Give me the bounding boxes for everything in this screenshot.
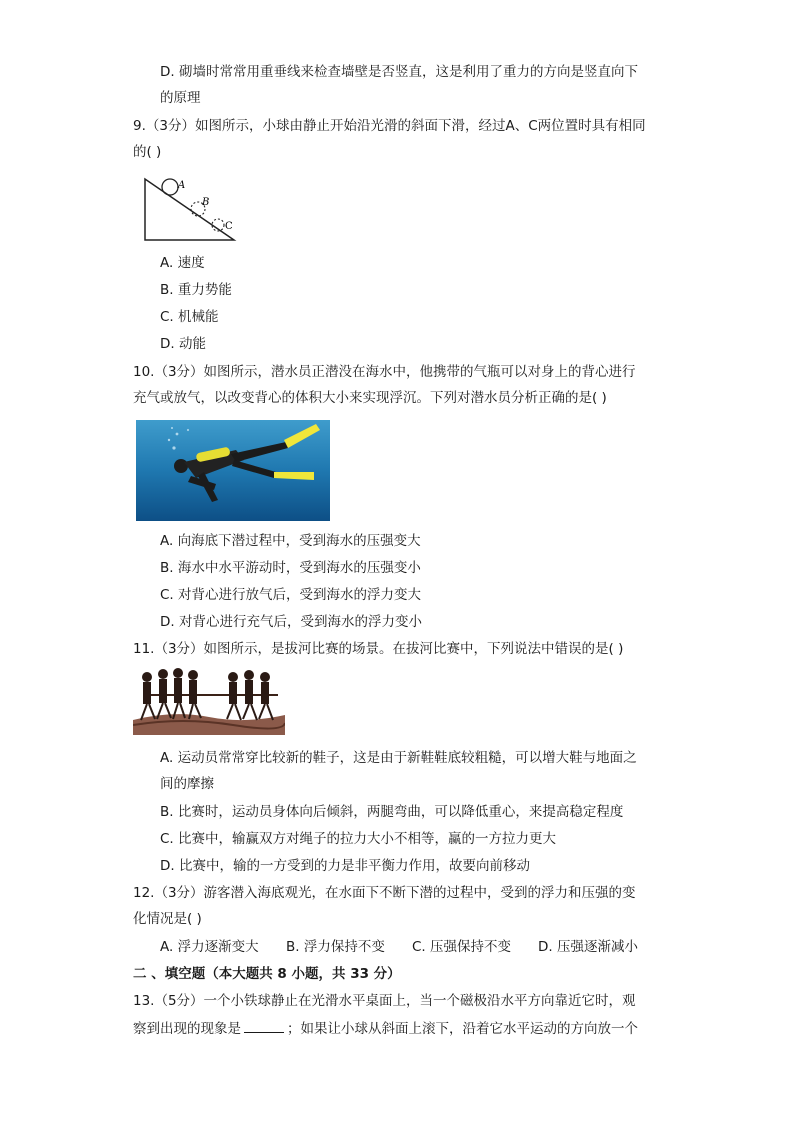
ball-a: [162, 179, 178, 195]
q11-option-b: B. 比赛时，运动员身体向后倾斜，两腿弯曲，可以降低重心，来提高稳定程度: [160, 804, 624, 820]
q11-option-d: D. 比赛中，输的一方受到的力是非平衡力作用，故要向前移动: [160, 858, 530, 874]
q9-option-d: D. 动能: [160, 336, 206, 352]
label-c: C: [225, 221, 233, 232]
q9-stem-line1: 9.（3分）如图所示，小球由静止开始沿光滑的斜面下滑，经过A、C两位置时具有相同: [133, 118, 646, 134]
section-heading: 二 、填空题（本大题共 8 小题，共 33 分）: [133, 966, 401, 982]
q12-option-b: B. 浮力保持不变: [286, 939, 385, 955]
q12-stem-line2: 化情况是( ): [133, 911, 202, 927]
q12-stem-line1: 12.（3分）游客潜入海底观光，在水面下不断下潜的过程中，受到的浮力和压强的变: [133, 885, 636, 901]
q11-option-a-line1: A. 运动员常常穿比较新的鞋子，这是由于新鞋鞋底较粗糙，可以增大鞋与地面之: [160, 750, 637, 766]
q11-stem-line1: 11.（3分）如图所示，是拔河比赛的场景。在拔河比赛中，下列说法中错误的是( ): [133, 641, 624, 657]
q13-text-after-blank: ；如果让小球从斜面上滚下，沿着它水平运动的方向放一个: [287, 1021, 638, 1037]
label-a: A: [178, 180, 186, 191]
q10-option-a: A. 向海底下潜过程中，受到海水的压强变大: [160, 533, 421, 549]
q10-option-d: D. 对背心进行充气后，受到海水的浮力变小: [160, 614, 422, 630]
label-b: B: [202, 197, 210, 208]
q9-incline-figure: [140, 174, 240, 244]
q8-option-d-line1: D. 砌墙时常常用重垂线来检查墙壁是否竖直，这是利用了重力的方向是竖直向下: [160, 64, 638, 80]
q13-stem-line2: [133, 1018, 638, 1039]
q13-stem-line1: 13.（5分）一个小铁球静止在光滑水平桌面上，当一个磁极沿水平方向靠近它时，观: [133, 993, 636, 1009]
q10-stem-line1: 10.（3分）如图所示，潜水员正潜没在海水中，他携带的气瓶可以对身上的背心进行: [133, 364, 636, 380]
q12-option-c: C. 压强保持不变: [412, 939, 512, 955]
q12-option-d: D. 压强逐渐减小: [538, 939, 638, 955]
q10-option-c: C. 对背心进行放气后，受到海水的浮力变大: [160, 587, 422, 603]
incline-triangle: [145, 179, 234, 240]
q9-option-b: B. 重力势能: [160, 282, 232, 298]
q9-stem-line2: 的( ): [133, 144, 162, 160]
q9-option-a: A. 速度: [160, 255, 205, 271]
q13-text-before-blank: 察到出现的现象是: [133, 1021, 241, 1037]
q9-option-c: C. 机械能: [160, 309, 219, 325]
q11-tug-of-war-figure: [133, 665, 285, 735]
q10-stem-line2: 充气或放气，以改变背心的体积大小来实现浮沉。下列对潜水员分析正确的是( ): [133, 390, 607, 406]
q11-option-c: C. 比赛中，输赢双方对绳子的拉力大小不相等，赢的一方拉力更大: [160, 831, 557, 847]
q10-diver-photo: [136, 420, 330, 521]
q10-option-b: B. 海水中水平游动时，受到海水的压强变小: [160, 560, 421, 576]
q8-option-d-line2: 的原理: [160, 90, 201, 106]
q13-answer-blank[interactable]: [244, 1018, 284, 1033]
q12-option-a: A. 浮力逐渐变大: [160, 939, 259, 955]
q11-option-a-line2: 间的摩擦: [160, 776, 214, 792]
